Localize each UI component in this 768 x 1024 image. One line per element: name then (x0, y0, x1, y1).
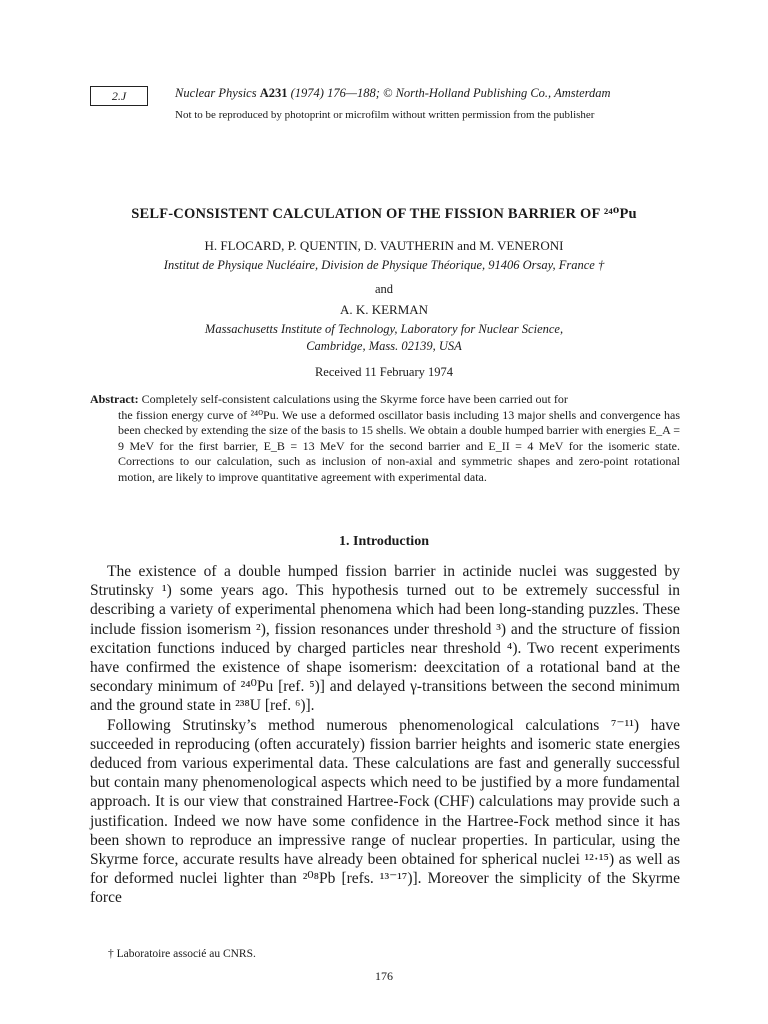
paragraph: The existence of a double humped fission barrier in actinide nuclei was suggested by Strutinsky ¹) some years ago. This hypothesis turned out to be extremely successful in describing a variety of experimental phenomena which had been long-standing puzzles. These include fission isomerism ²), fission resonances under threshold ³) and the structure of fission excitation functions induced by charged particles near threshold ⁴). Two recent experiments have confirmed the existence of shape isomerism: deexcitation of a rotational band at the secondary minimum of ²⁴⁰Pu [ref. ⁵)] and delayed γ-transitions between the second minimum and the ground state in ²³⁸U [ref. ⁶)]. (90, 563, 680, 715)
section-heading: 1. Introduction (339, 534, 429, 549)
authors-secondary: A. K. KERMAN (339, 302, 429, 317)
copyright-notice: Not to be reproduced by photoprint or microfilm without written permission from the publisher (175, 109, 595, 121)
institution-secondary: Massachusetts Institute of Technology, Laboratory for Nuclear Science, Cambridge, Mass. 02139, USA (204, 322, 564, 353)
abstract-first-line: Completely self-consistent calculations using the Skyrme force have been carried out for (138, 392, 568, 406)
paper-title: SELF-CONSISTENT CALCULATION OF THE FISSION BARRIER OF ²⁴⁰Pu (131, 206, 637, 222)
abstract (90, 392, 680, 485)
journal-citation: Nuclear Physics A231 (1974) 176—188; © North-Holland Publishing Co., Amsterdam (175, 86, 611, 100)
reference-box: 2.J (90, 86, 148, 106)
received-date: Received 11 February 1974 (314, 365, 454, 379)
footnote: † Laboratoire associé au CNRS. (108, 948, 256, 960)
volume-number: A231 (259, 86, 288, 100)
body-text (90, 562, 680, 908)
abstract-text: the fission energy curve of ²⁴⁰Pu. We use a deformed oscillator basis including 13 major shells and convergence has been checked by extending the size of the basis to 15 shells. We obtain a double humped barrier with energies E_A = 9 MeV for the first barrier, E_B = 13 MeV for the second barrier and E_II = 4 MeV for the isomeric state. Corrections to our calculation, such as inclusion of non-axial and symmetric shapes and zero-point rotational motion, are likely to improve quantitative agreement with experimental data. (118, 407, 680, 484)
and-separator: and (374, 282, 394, 296)
abstract-label: Abstract: (90, 392, 139, 406)
institution-primary: Institut de Physique Nucléaire, Division de Physique Théorique, 91406 Orsay, France † (163, 258, 605, 272)
paragraph: Following Strutinsky’s method numerous phenomenological calculations ⁷⁻¹¹) have succeeded in reproducing (often accurately) fission barrier heights and isomeric state energies deduced from various experimental data. These calculations are fast and generally successful but contain many phenomenological aspects which need to be justified by a more fundamental approach. It is our view that constrained Hartree-Fock (CHF) calculations may provide such a justification. Indeed we now have some confidence in the Hartree-Fock method since it has been shown to reproduce an impressive range of nuclear properties. In particular, using the Skyrme force, accurate results have already been obtained for spherical nuclei ¹²·¹⁵) as well as for deformed nuclei lighter than ²⁰⁸Pb [refs. ¹³⁻¹⁷)]. Moreover the simplicity of the Skyrme force (90, 716, 680, 907)
page-number: 176 (375, 969, 393, 983)
authors-primary: H. FLOCARD, P. QUENTIN, D. VAUTHERIN and M. VENERONI (204, 238, 564, 253)
